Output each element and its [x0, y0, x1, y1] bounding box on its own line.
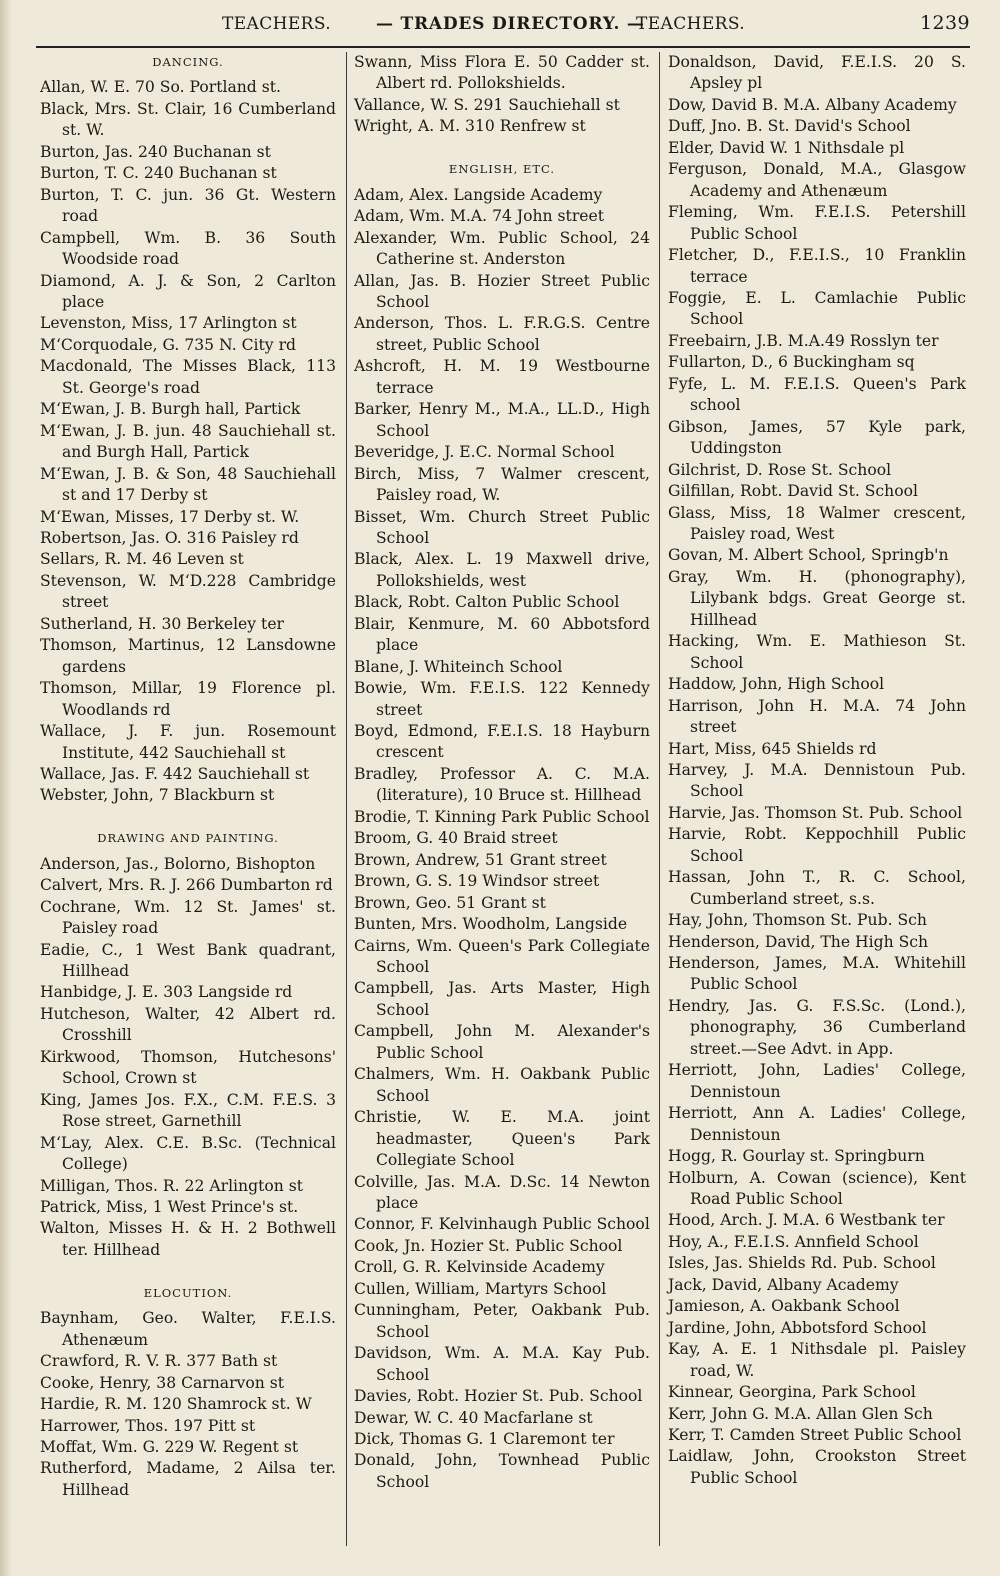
directory-entry: Birch, Miss, 7 Walmer crescent, Paisley road, W. — [354, 464, 650, 505]
directory-entry: Hendry, Jas. G. F.S.Sc. (Lond.), phonography, 36 Cumberland street.—See Advt. in App. — [668, 996, 966, 1058]
directory-entry: Kay, A. E. 1 Nithsdale pl. Paisley road, W. — [668, 1340, 966, 1380]
directory-entry: Anderson, Thos. L. F.R.G.S. Centre street, Public School — [354, 314, 650, 354]
directory-entry: Adam, Wm. M.A. 74 John street — [354, 207, 604, 226]
directory-entry: Alexander, Wm. Public School, 24 Catherine st. Anderston — [354, 228, 650, 269]
directory-entry: Gibson, James, 57 Kyle park, Uddingston — [668, 417, 966, 458]
directory-entry: Bowie, Wm. F.E.I.S. 122 Kennedy street — [354, 679, 650, 719]
directory-entry: Holburn, A. Cowan (science), Kent Road Public School — [668, 1168, 966, 1209]
column-2 — [354, 52, 650, 1493]
directory-entry: Croll, G. R. Kelvinside Academy — [354, 1258, 605, 1277]
directory-entry: M‘Ewan, J. B. & Son, 48 Sauchiehall st and 17 Derby st — [40, 464, 336, 505]
directory-entry: King, James Jos. F.X., C.M. F.E.S. 3 Rose street, Garnethill — [40, 1090, 336, 1131]
page-binding-shadow — [0, 0, 12, 1576]
directory-entry: Donaldson, David, F.E.I.S. 20 S. Apsley pl — [668, 53, 966, 93]
directory-entry: Robertson, Jas. O. 316 Paisley rd — [40, 528, 299, 547]
directory-entry: Beveridge, J. E.C. Normal School — [354, 443, 615, 462]
header-left: TEACHERS. — [222, 14, 332, 34]
directory-entry: Hart, Miss, 645 Shields rd — [668, 739, 877, 758]
directory-entry: Calvert, Mrs. R. J. 266 Dumbarton rd — [40, 876, 333, 895]
directory-entry: Gray, Wm. H. (phonography), Lilybank bdgs. Great George st. Hillhead — [668, 567, 966, 629]
directory-entry: Connor, F. Kelvinhaugh Public School — [354, 1215, 650, 1234]
directory-entry: Elder, David W. 1 Nithsdale pl — [668, 138, 905, 157]
directory-entry: Vallance, W. S. 291 Sauchiehall st — [354, 95, 620, 114]
directory-entry: Sutherland, H. 30 Berkeley ter — [40, 614, 285, 633]
directory-entry: Milligan, Thos. R. 22 Arlington st — [40, 1176, 303, 1195]
directory-entry: Foggie, E. L. Camlachie Public School — [668, 288, 966, 329]
directory-entry: Walton, Misses H. & H. 2 Bothwell ter. Hillhead — [40, 1219, 336, 1259]
directory-entry: Wallace, J. F. jun. Rosemount Institute, 442 Sauchiehall st — [40, 722, 336, 762]
directory-entry: Donald, John, Townhead Public School — [354, 1451, 650, 1491]
directory-entry: Davies, Robt. Hozier St. Pub. School — [354, 1387, 643, 1406]
directory-entry: Glass, Miss, 18 Walmer crescent, Paisley road, West — [668, 503, 966, 543]
directory-entry: Bisset, Wm. Church Street Public School — [354, 507, 650, 547]
directory-entry: Cook, Jn. Hozier St. Public School — [354, 1236, 623, 1255]
directory-entry: Black, Robt. Calton Public School — [354, 593, 620, 612]
directory-entry: Christie, W. E. M.A. joint headmaster, Queen's Park Collegiate School — [354, 1108, 650, 1170]
header-rule — [36, 46, 970, 48]
directory-entry: Hanbidge, J. E. 303 Langside rd — [40, 983, 293, 1002]
directory-entry: Wright, A. M. 310 Renfrew st — [354, 117, 586, 136]
directory-entry: Blair, Kenmure, M. 60 Abbotsford place — [354, 614, 650, 655]
directory-entry: Hood, Arch. J. M.A. 6 Westbank ter — [668, 1211, 945, 1230]
directory-entry: Kinnear, Georgina, Park School — [668, 1383, 916, 1402]
directory-entry: Jardine, John, Abbotsford School — [668, 1318, 927, 1337]
directory-entry: Gilfillan, Robt. David St. School — [668, 482, 918, 501]
directory-entry: M‘Corquodale, G. 735 N. City rd — [40, 335, 297, 354]
directory-entry: Allan, W. E. 70 So. Portland st. — [40, 78, 281, 97]
section-heading: DRAWING AND PAINTING. — [97, 831, 279, 846]
directory-entry: Davidson, Wm. A. M.A. Kay Pub. School — [354, 1344, 650, 1384]
directory-entry: Ashcroft, H. M. 19 Westbourne terrace — [354, 357, 650, 397]
directory-entry: Jack, David, Albany Academy — [668, 1275, 899, 1294]
column-divider — [659, 52, 660, 1546]
directory-entry: M‘Ewan, J. B. jun. 48 Sauchiehall st. and Burgh Hall, Partick — [40, 421, 336, 462]
directory-entry: Hay, John, Thomson St. Pub. Sch — [668, 911, 927, 930]
directory-entry: Eadie, C., 1 West Bank quadrant, Hillhead — [40, 940, 336, 981]
directory-entry: Freebairn, J.B. M.A.49 Rosslyn ter — [668, 331, 939, 350]
directory-entry: Herriott, Ann A. Ladies' College, Dennistoun — [668, 1104, 966, 1144]
directory-entry: Patrick, Miss, 1 West Prince's st. — [40, 1198, 299, 1216]
directory-entry: Macdonald, The Misses Black, 113 St. George's road — [40, 357, 336, 397]
directory-entry: Dewar, W. C. 40 Macfarlane st — [354, 1408, 593, 1427]
directory-entry: Bradley, Professor A. C. M.A. (literature), 10 Bruce st. Hillhead — [354, 764, 650, 805]
directory-entry: Hogg, R. Gourlay st. Springburn — [668, 1147, 925, 1166]
directory-entry: Henderson, James, M.A. Whitehill Public School — [668, 954, 966, 994]
directory-entry: Fullarton, D., 6 Buckingham sq — [668, 353, 915, 372]
header-center: — TRADES DIRECTORY. — — [376, 14, 645, 34]
directory-entry: Hutcheson, Walter, 42 Albert rd. Crosshill — [40, 1004, 336, 1045]
directory-entry: Thomson, Martinus, 12 Lansdowne gardens — [40, 636, 336, 676]
section-heading: DANCING. — [152, 55, 224, 69]
directory-entry: Ferguson, Donald, M.A., Glasgow Academy and Athenæum — [668, 160, 966, 200]
page-number: 1239 — [920, 12, 970, 34]
section-gap — [40, 807, 336, 828]
directory-entry: Black, Alex. L. 19 Maxwell drive, Pollokshields, west — [354, 550, 650, 590]
directory-entry: Baynham, Geo. Walter, F.E.I.S. Athenæum — [40, 1309, 336, 1349]
directory-entry: Haddow, John, High School — [668, 675, 885, 694]
directory-entry: Kerr, T. Camden Street Public School — [668, 1426, 962, 1444]
column-divider — [346, 52, 347, 1546]
directory-entry: Campbell, Jas. Arts Master, High School — [354, 979, 650, 1019]
directory-entry: Hacking, Wm. E. Mathieson St. School — [668, 632, 966, 672]
directory-entry: Barker, Henry M., M.A., LL.D., High School — [354, 400, 650, 440]
directory-entry: Herriott, John, Ladies' College, Dennistoun — [668, 1061, 966, 1101]
directory-entry: Chalmers, Wm. H. Oakbank Public School — [354, 1065, 650, 1105]
directory-entry: Kirkwood, Thomson, Hutchesons' School, Crown st — [40, 1047, 336, 1088]
directory-entry: Harrower, Thos. 197 Pitt st — [40, 1416, 256, 1435]
directory-entry: Harrison, John H. M.A. 74 John street — [668, 696, 966, 737]
directory-entry: Stevenson, W. M‘D.228 Cambridge street — [40, 571, 336, 612]
directory-entry: Bunten, Mrs. Woodholm, Langside — [354, 915, 628, 934]
directory-entry: Crawford, R. V. R. 377 Bath st — [40, 1352, 278, 1371]
directory-entry: Duff, Jno. B. St. David's School — [668, 117, 911, 136]
directory-entry: Dick, Thomas G. 1 Claremont ter — [354, 1429, 615, 1448]
directory-entry: Burton, T. C. 240 Buchanan st — [40, 164, 277, 183]
directory-entry: Moffat, Wm. G. 229 W. Regent st — [40, 1437, 299, 1456]
directory-entry: Cooke, Henry, 38 Carnarvon st — [40, 1373, 285, 1392]
directory-entry: Hassan, John T., R. C. School, Cumberland street, s.s. — [668, 868, 966, 908]
directory-entry: Harvie, Robt. Keppochhill Public School — [668, 825, 966, 865]
directory-entry: Rutherford, Madame, 2 Ailsa ter. Hillhead — [40, 1459, 336, 1499]
directory-entry: Govan, M. Albert School, Springb'n — [668, 546, 949, 565]
directory-entry: Cullen, William, Martyrs School — [354, 1279, 607, 1298]
directory-entry: Campbell, Wm. B. 36 South Woodside road — [40, 228, 336, 269]
directory-entry: Henderson, David, The High Sch — [668, 932, 929, 951]
directory-entry: Boyd, Edmond, F.E.I.S. 18 Hayburn crescent — [354, 722, 650, 762]
directory-entry: Brown, G. S. 19 Windsor street — [354, 872, 600, 891]
directory-entry: Brown, Geo. 51 Grant st — [354, 893, 546, 912]
directory-entry: Sellars, R. M. 46 Leven st — [40, 550, 244, 569]
directory-entry: Fyfe, L. M. F.E.I.S. Queen's Park school — [668, 374, 966, 415]
directory-entry: Adam, Alex. Langside Academy — [354, 185, 603, 204]
directory-entry: M‘Ewan, Misses, 17 Derby st. W. — [40, 507, 300, 526]
directory-entry: Diamond, A. J. & Son, 2 Carlton place — [40, 271, 336, 311]
directory-entry: Cochrane, Wm. 12 St. James' st. Paisley road — [40, 897, 336, 938]
directory-entry: Burton, Jas. 240 Buchanan st — [40, 142, 271, 161]
header-right: TEACHERS. — [636, 14, 746, 34]
section-heading: ENGLISH, ETC. — [448, 162, 556, 177]
directory-entry: M‘Ewan, J. B. Burgh hall, Partick — [40, 400, 301, 419]
directory-entry: Brown, Andrew, 51 Grant street — [354, 850, 607, 869]
section-heading: ELOCUTION. — [143, 1285, 233, 1300]
directory-entry: Dow, David B. M.A. Albany Academy — [668, 95, 957, 114]
directory-entry: Webster, John, 7 Blackburn st — [40, 786, 275, 805]
directory-entry: Isles, Jas. Shields Rd. Pub. School — [668, 1254, 936, 1273]
directory-entry: Allan, Jas. B. Hozier Street Public School — [354, 271, 650, 311]
directory-entry: Harvie, Jas. Thomson St. Pub. School — [668, 803, 963, 822]
directory-entry: Campbell, John M. Alexander's Public School — [354, 1022, 650, 1062]
section-gap — [354, 138, 650, 159]
directory-entry: Fletcher, D., F.E.I.S., 10 Franklin terrace — [668, 246, 966, 286]
directory-entry: Blane, J. Whiteinch School — [354, 657, 563, 676]
directory-entry: Burton, T. C. jun. 36 Gt. Western road — [40, 185, 336, 226]
directory-entry: Levenston, Miss, 17 Arlington st — [40, 314, 297, 333]
directory-entry: Broom, G. 40 Braid street — [354, 829, 558, 848]
directory-entry: Fleming, Wm. F.E.I.S. Petershill Public School — [668, 203, 966, 243]
running-header — [36, 6, 970, 36]
directory-entry: Gilchrist, D. Rose St. School — [668, 460, 892, 479]
directory-entry: Wallace, Jas. F. 442 Sauchiehall st — [40, 764, 310, 783]
directory-entry: Anderson, Jas., Bolorno, Bishopton — [40, 854, 316, 873]
directory-entry: Hardie, R. M. 120 Shamrock st. W — [40, 1395, 312, 1414]
directory-entry: Colville, Jas. M.A. D.Sc. 14 Newton place — [354, 1172, 650, 1212]
directory-entry: Kerr, John G. M.A. Allan Glen Sch — [668, 1404, 933, 1423]
directory-entry: Brodie, T. Kinning Park Public School — [354, 807, 650, 826]
directory-entry: Harvey, J. M.A. Dennistoun Pub. School — [668, 760, 966, 801]
directory-entry: Black, Mrs. St. Clair, 16 Cumberland st. W. — [40, 99, 336, 140]
section-gap — [40, 1261, 336, 1282]
directory-entry: Laidlaw, John, Crookston Street Public School — [668, 1447, 966, 1487]
directory-entry: Thomson, Millar, 19 Florence pl. Woodlands rd — [40, 679, 336, 719]
directory-entry: M‘Lay, Alex. C.E. B.Sc. (Technical College) — [40, 1133, 336, 1174]
column-1 — [40, 52, 336, 1501]
column-3 — [668, 52, 966, 1489]
directory-entry: Cairns, Wm. Queen's Park Collegiate School — [354, 936, 650, 977]
directory-entry: Swann, Miss Flora E. 50 Cadder st. Albert rd. Pollokshields. — [354, 53, 650, 93]
directory-entry: Hoy, A., F.E.I.S. Annfield School — [668, 1232, 919, 1251]
directory-entry: Cunningham, Peter, Oakbank Pub. School — [354, 1301, 650, 1341]
directory-entry: Jamieson, A. Oakbank School — [668, 1297, 900, 1316]
